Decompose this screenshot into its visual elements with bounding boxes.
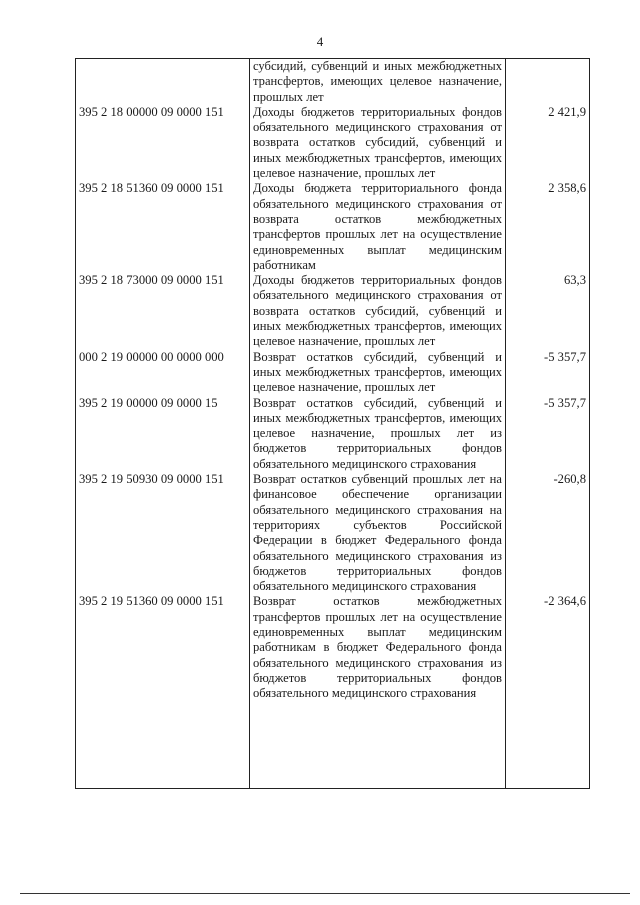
row-description: Возврат остатков межбюджетных трансфертов прошлых лет на осуществление единовременных выплат медицинским работникам в бюджет Федерального фонда обязательного медицинского страхования из бюджетов территориальных фондов обязательного медицинского страхования [250, 594, 506, 789]
budget-code: 395 2 19 00000 09 0000 15 [76, 396, 250, 472]
budget-code: 395 2 18 00000 09 0000 151 [76, 105, 250, 181]
budget-code: 000 2 19 00000 00 0000 000 [76, 350, 250, 396]
table-row [76, 181, 590, 273]
budget-code: 395 2 18 73000 09 0000 151 [76, 273, 250, 349]
table-row [76, 396, 590, 472]
budget-revenue-table [75, 58, 590, 789]
table-row [76, 59, 590, 105]
row-amount: 2 358,6 [506, 181, 590, 273]
row-description: Доходы бюджетов территориальных фондов обязательного медицинского страхования от возврата остатков субсидий, субвенций и иных межбюджетных трансфертов, имеющих целевое назначение, прошлых лет [250, 273, 506, 349]
table-row [76, 472, 590, 594]
row-description: Возврат остатков субвенций прошлых лет на финансовое обеспечение организации обязательного медицинского страхования на территориях субъектов Российской Федерации в бюджет Федерального фонда обязательного медицинского страхования из бюджетов территориальных фондов обязательного медицинского страхования [250, 472, 506, 594]
row-description: Доходы бюджетов территориальных фондов обязательного медицинского страхования от возврата остатков субсидий, субвенций и иных межбюджетных трансфертов, имеющих целевое назначение, прошлых лет [250, 105, 506, 181]
table-row [76, 594, 590, 789]
row-description: субсидий, субвенций и иных межбюджетных трансфертов, имеющих целевое назначение, прошлых лет [250, 59, 506, 105]
row-description: Доходы бюджета территориального фонда обязательного медицинского страхования от возврата остатков межбюджетных трансфертов прошлых лет на осуществление единовременных выплат медицинским работникам [250, 181, 506, 273]
budget-code: 395 2 19 51360 09 0000 151 [76, 594, 250, 789]
table-row [76, 105, 590, 181]
row-amount: -2 364,6 [506, 594, 590, 789]
row-description: Возврат остатков субсидий, субвенций и иных межбюджетных трансфертов, имеющих целевое назначение, прошлых лет [250, 350, 506, 396]
row-amount [506, 59, 590, 105]
row-amount: 2 421,9 [506, 105, 590, 181]
table-row [76, 350, 590, 396]
row-description: Возврат остатков субсидий, субвенций и иных межбюджетных трансфертов, имеющих целевое назначение, прошлых лет из бюджетов территориальных фондов обязательного медицинского страхования [250, 396, 506, 472]
page-number: 4 [316, 34, 324, 49]
row-amount: -5 357,7 [506, 396, 590, 472]
budget-code: 395 2 18 51360 09 0000 151 [76, 181, 250, 273]
row-amount: -5 357,7 [506, 350, 590, 396]
table-row [76, 273, 590, 349]
bottom-divider [20, 893, 630, 894]
row-amount: 63,3 [506, 273, 590, 349]
budget-code [76, 59, 250, 105]
budget-code: 395 2 19 50930 09 0000 151 [76, 472, 250, 594]
row-amount: -260,8 [506, 472, 590, 594]
